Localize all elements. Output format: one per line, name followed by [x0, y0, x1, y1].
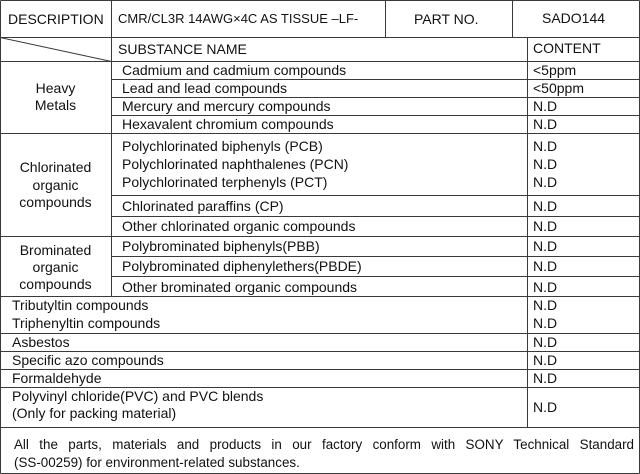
conformity-statement: [14, 436, 634, 472]
content-value: N.D: [533, 279, 558, 295]
description-value: CMR/CL3R 14AWG×4C AS TISSUE –LF-: [118, 11, 359, 26]
content-value: N.D: [533, 238, 558, 254]
group-brominated-line1: Brominated: [19, 242, 92, 258]
content-value: <5ppm: [533, 62, 577, 78]
substance-name: Lead and lead compounds: [122, 80, 288, 96]
substance-name: Cadmium and cadmium compounds: [122, 62, 347, 78]
content-value: N.D: [533, 198, 558, 214]
content-value: N.D: [533, 116, 558, 132]
conformity-statement-line1: All the parts, materials and products in our factory conform with SONY Technical Standard: [14, 437, 634, 452]
content-value: N.D: [533, 399, 558, 415]
content-value: N.D: [533, 370, 558, 386]
content-value: N.D: [533, 156, 558, 172]
substance-name: Polychlorinated terphenyls (PCT): [122, 174, 328, 190]
pvc-note: (Only for packing material): [12, 405, 177, 421]
substance-name: Specific azo compounds: [12, 352, 164, 368]
conformity-statement-line2: (SS-00259) for environment-related substances.: [14, 455, 300, 470]
group-brominated-line3: compounds: [19, 276, 92, 292]
content-value: N.D: [533, 98, 558, 114]
substance-name: Mercury and mercury compounds: [122, 98, 331, 114]
substance-name: Tributyltin compounds: [12, 297, 149, 313]
group-chlorinated-line3: compounds: [19, 194, 92, 210]
content-value: N.D: [533, 297, 558, 313]
substance-name: Polybrominated diphenylethers(PBDE): [122, 258, 362, 274]
substance-name: Polychlorinated biphenyls (PCB): [122, 138, 323, 154]
content-value: N.D: [533, 138, 558, 154]
part-no-label: PART NO.: [414, 11, 479, 27]
substance-name: Other brominated organic compounds: [122, 279, 358, 295]
group-chlorinated-line1: Chlorinated: [19, 159, 92, 175]
content-value: N.D: [533, 258, 558, 274]
substance-name: Polybrominated biphenyls(PBB): [122, 238, 320, 254]
substance-name: Polychlorinated naphthalenes (PCN): [122, 156, 349, 172]
content-value: <50ppm: [533, 80, 584, 96]
substance-name: Polyvinyl chloride(PVC) and PVC blends: [12, 388, 264, 404]
group-heavy-metals-line2: Metals: [34, 97, 77, 113]
content-value: N.D: [533, 174, 558, 190]
substance-name-header: SUBSTANCE NAME: [118, 41, 247, 57]
substance-name: Formaldehyde: [12, 370, 102, 386]
group-heavy-metals-line1: Heavy: [35, 80, 76, 96]
substance-name: Other chlorinated organic compounds: [122, 218, 356, 234]
content-value: N.D: [533, 334, 558, 350]
content-header: CONTENT: [533, 40, 601, 56]
substance-name: Asbestos: [12, 334, 70, 350]
group-brominated-line2: organic: [32, 259, 79, 275]
content-value: N.D: [533, 315, 558, 331]
substance-name: Triphenyltin compounds: [12, 315, 161, 331]
substance-name: Hexavalent chromium compounds: [122, 116, 334, 132]
group-chlorinated-line2: organic: [32, 177, 79, 193]
content-value: N.D: [533, 352, 558, 368]
content-value: N.D: [533, 218, 558, 234]
part-no-value: SADO144: [542, 10, 606, 26]
description-label: DESCRIPTION: [8, 11, 104, 27]
substance-name: Chlorinated paraffins (CP): [122, 198, 284, 214]
